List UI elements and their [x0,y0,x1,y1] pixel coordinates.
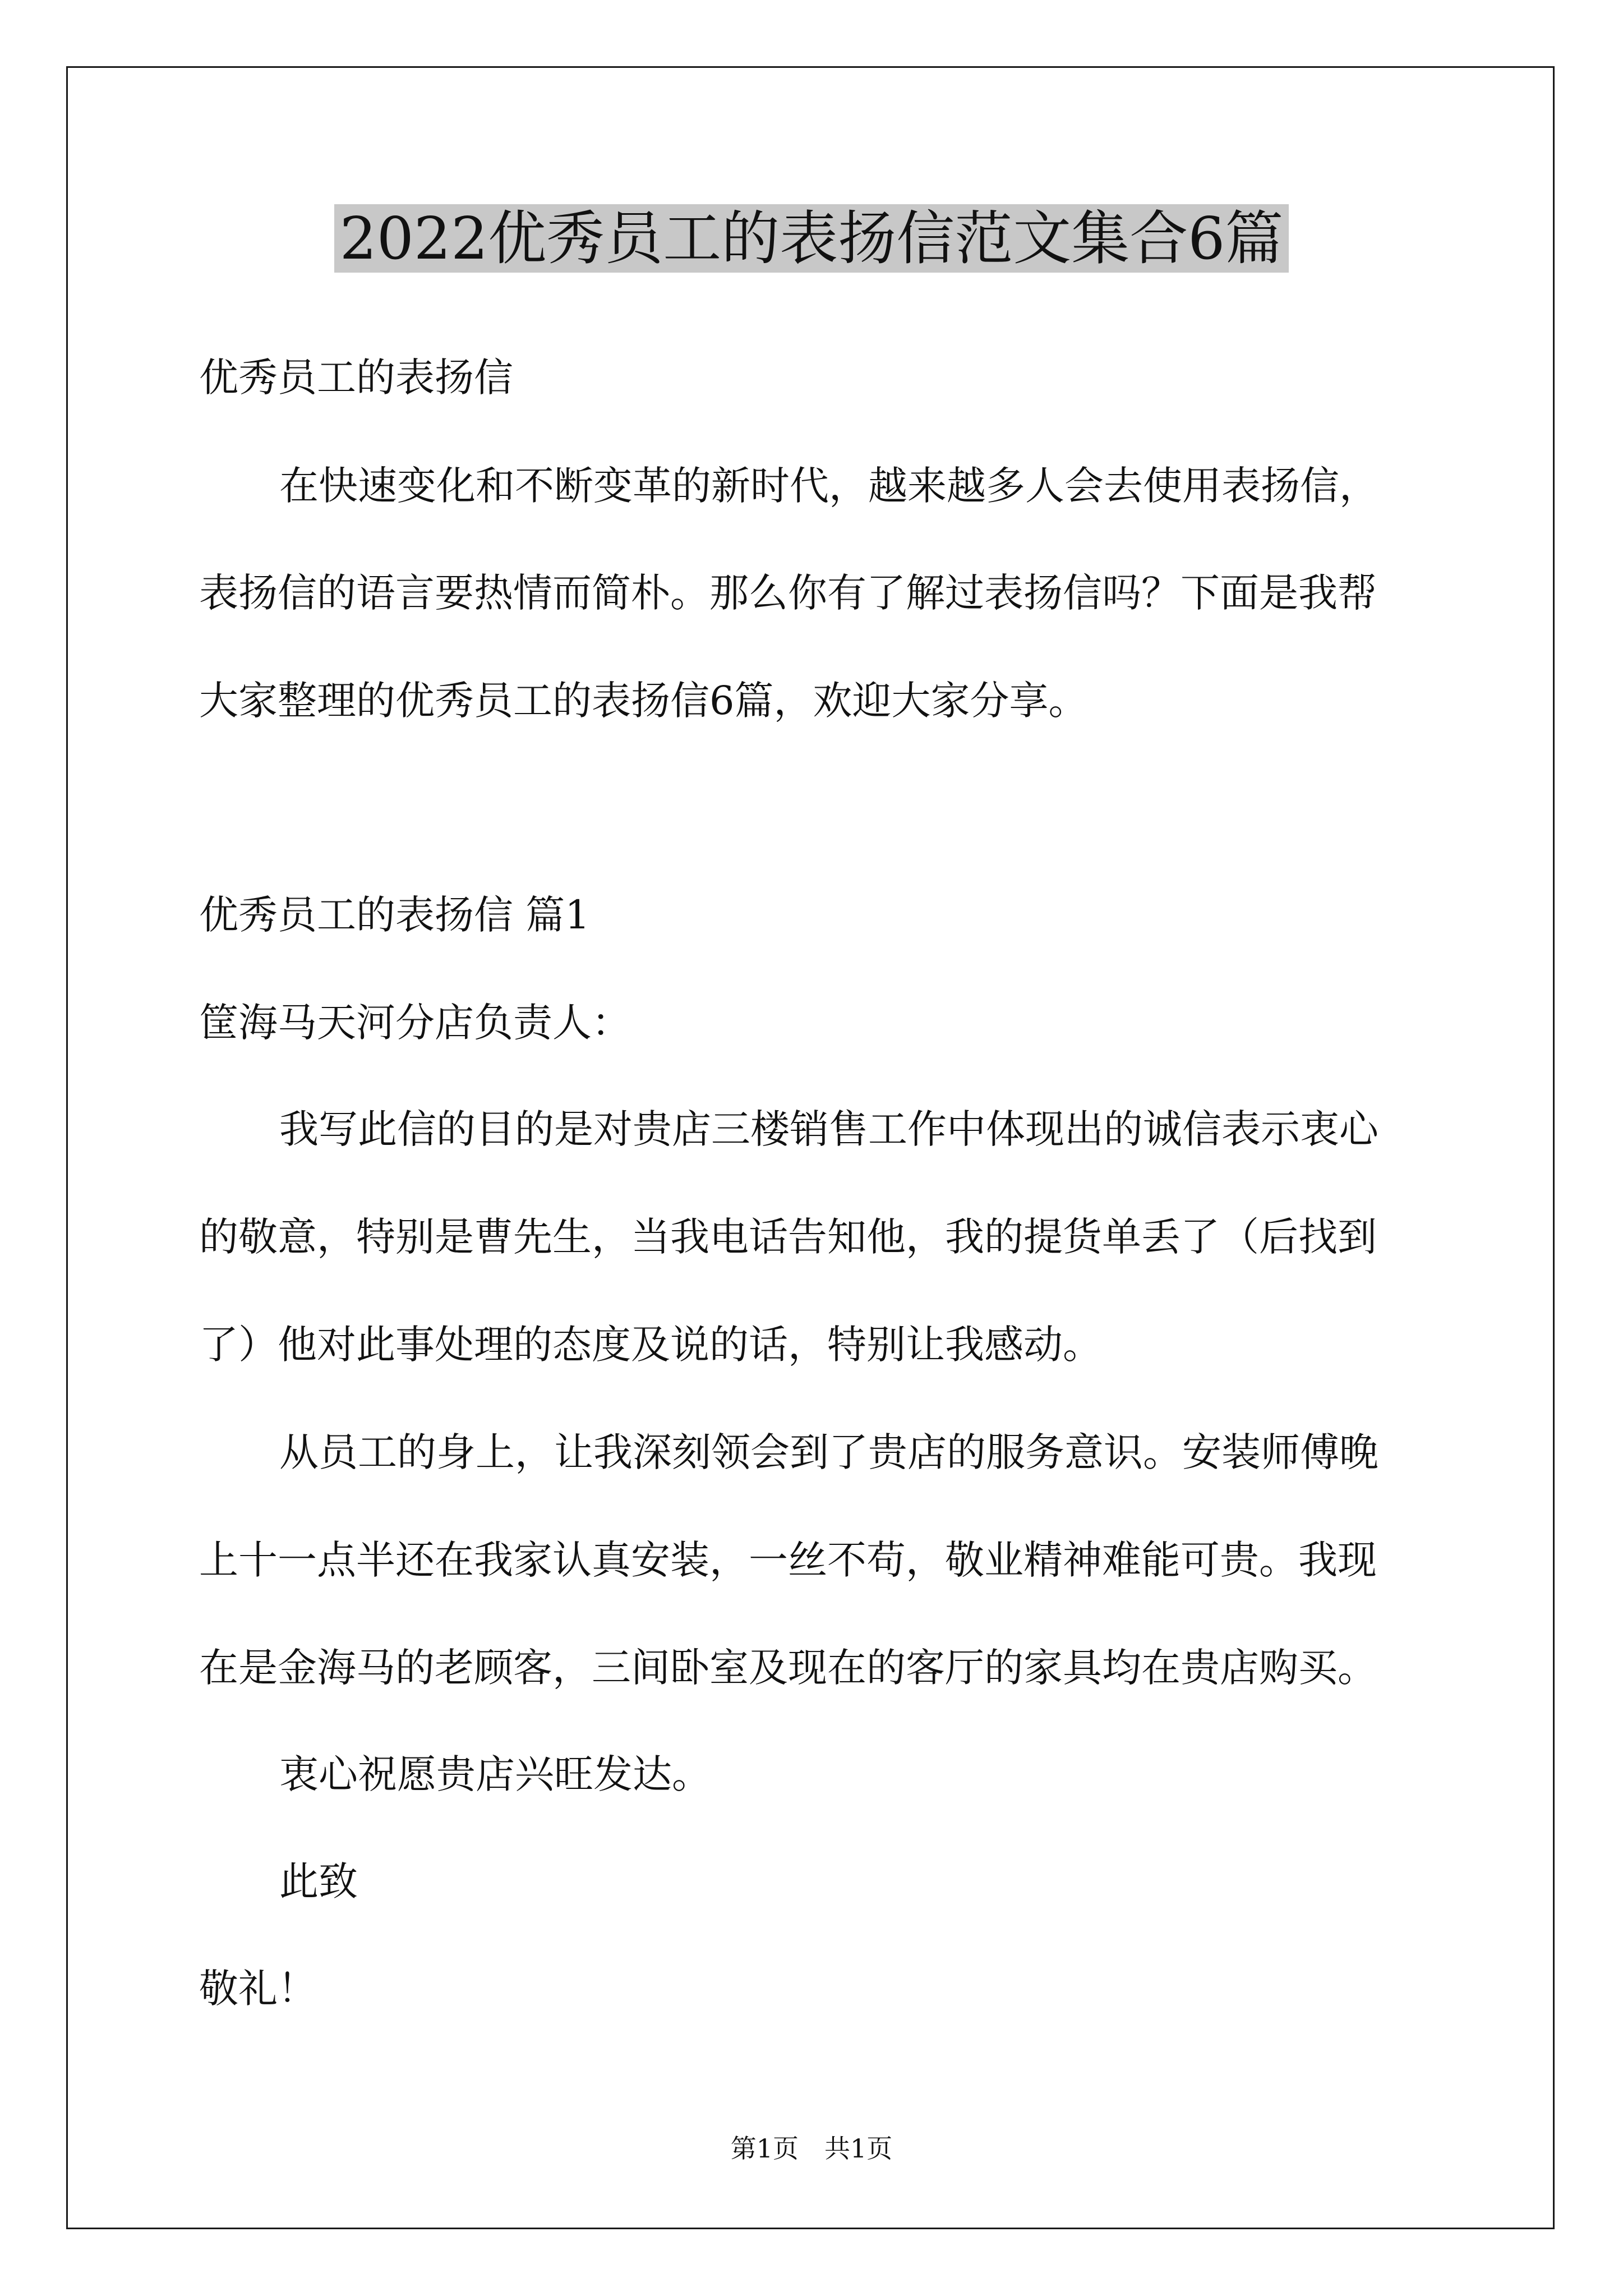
letter-salutation: 筐海马天河分店负责人： [199,1000,631,1046]
intro-paragraph-line: 在快速变化和不断变革的新时代，越来越多人会去使用表扬信， [279,463,1378,509]
page-footer: 第1页 共1页 [730,2133,893,2164]
letter-wish: 衷心祝愿贵店兴旺发达。 [279,1751,711,1797]
letter-heading: 优秀员工的表扬信 篇1 [199,892,590,938]
letter-paragraph-line: 从员工的身上，让我深刻领会到了贵店的服务意识。安装师傅晚 [279,1429,1378,1475]
letter-paragraph-line: 的敬意，特别是曹先生，当我电话告知他，我的提货单丢了（后找到 [199,1214,1377,1260]
letter-paragraph-line: 上十一点半还在我家认真安装，一丝不苟，敬业精神难能可贵。我现 [199,1537,1377,1583]
document-title [0,199,1623,278]
intro-paragraph-line: 表扬信的语言要热情而简朴。那么你有了解过表扬信吗？下面是我帮 [199,570,1377,616]
intro-paragraph-line: 大家整理的优秀员工的表扬信6篇，欢迎大家分享。 [199,678,1088,724]
letter-paragraph-line: 了）他对此事处理的态度及说的话，特别让我感动。 [199,1322,1102,1368]
letter-paragraph-line: 我写此信的目的是对贵店三楼销售工作中体现出的诚信表示衷心 [279,1106,1378,1152]
document-title-text: 2022优秀员工的表扬信范文集合6篇 [334,204,1289,273]
letter-paragraph-line: 在是金海马的老顾客，三间卧室及现在的客厅的家具均在贵店购买。 [199,1645,1377,1691]
letter-closing-salute: 敬礼！ [199,1966,317,2012]
section-heading: 优秀员工的表扬信 [199,355,513,401]
letter-closing: 此致 [279,1858,358,1904]
